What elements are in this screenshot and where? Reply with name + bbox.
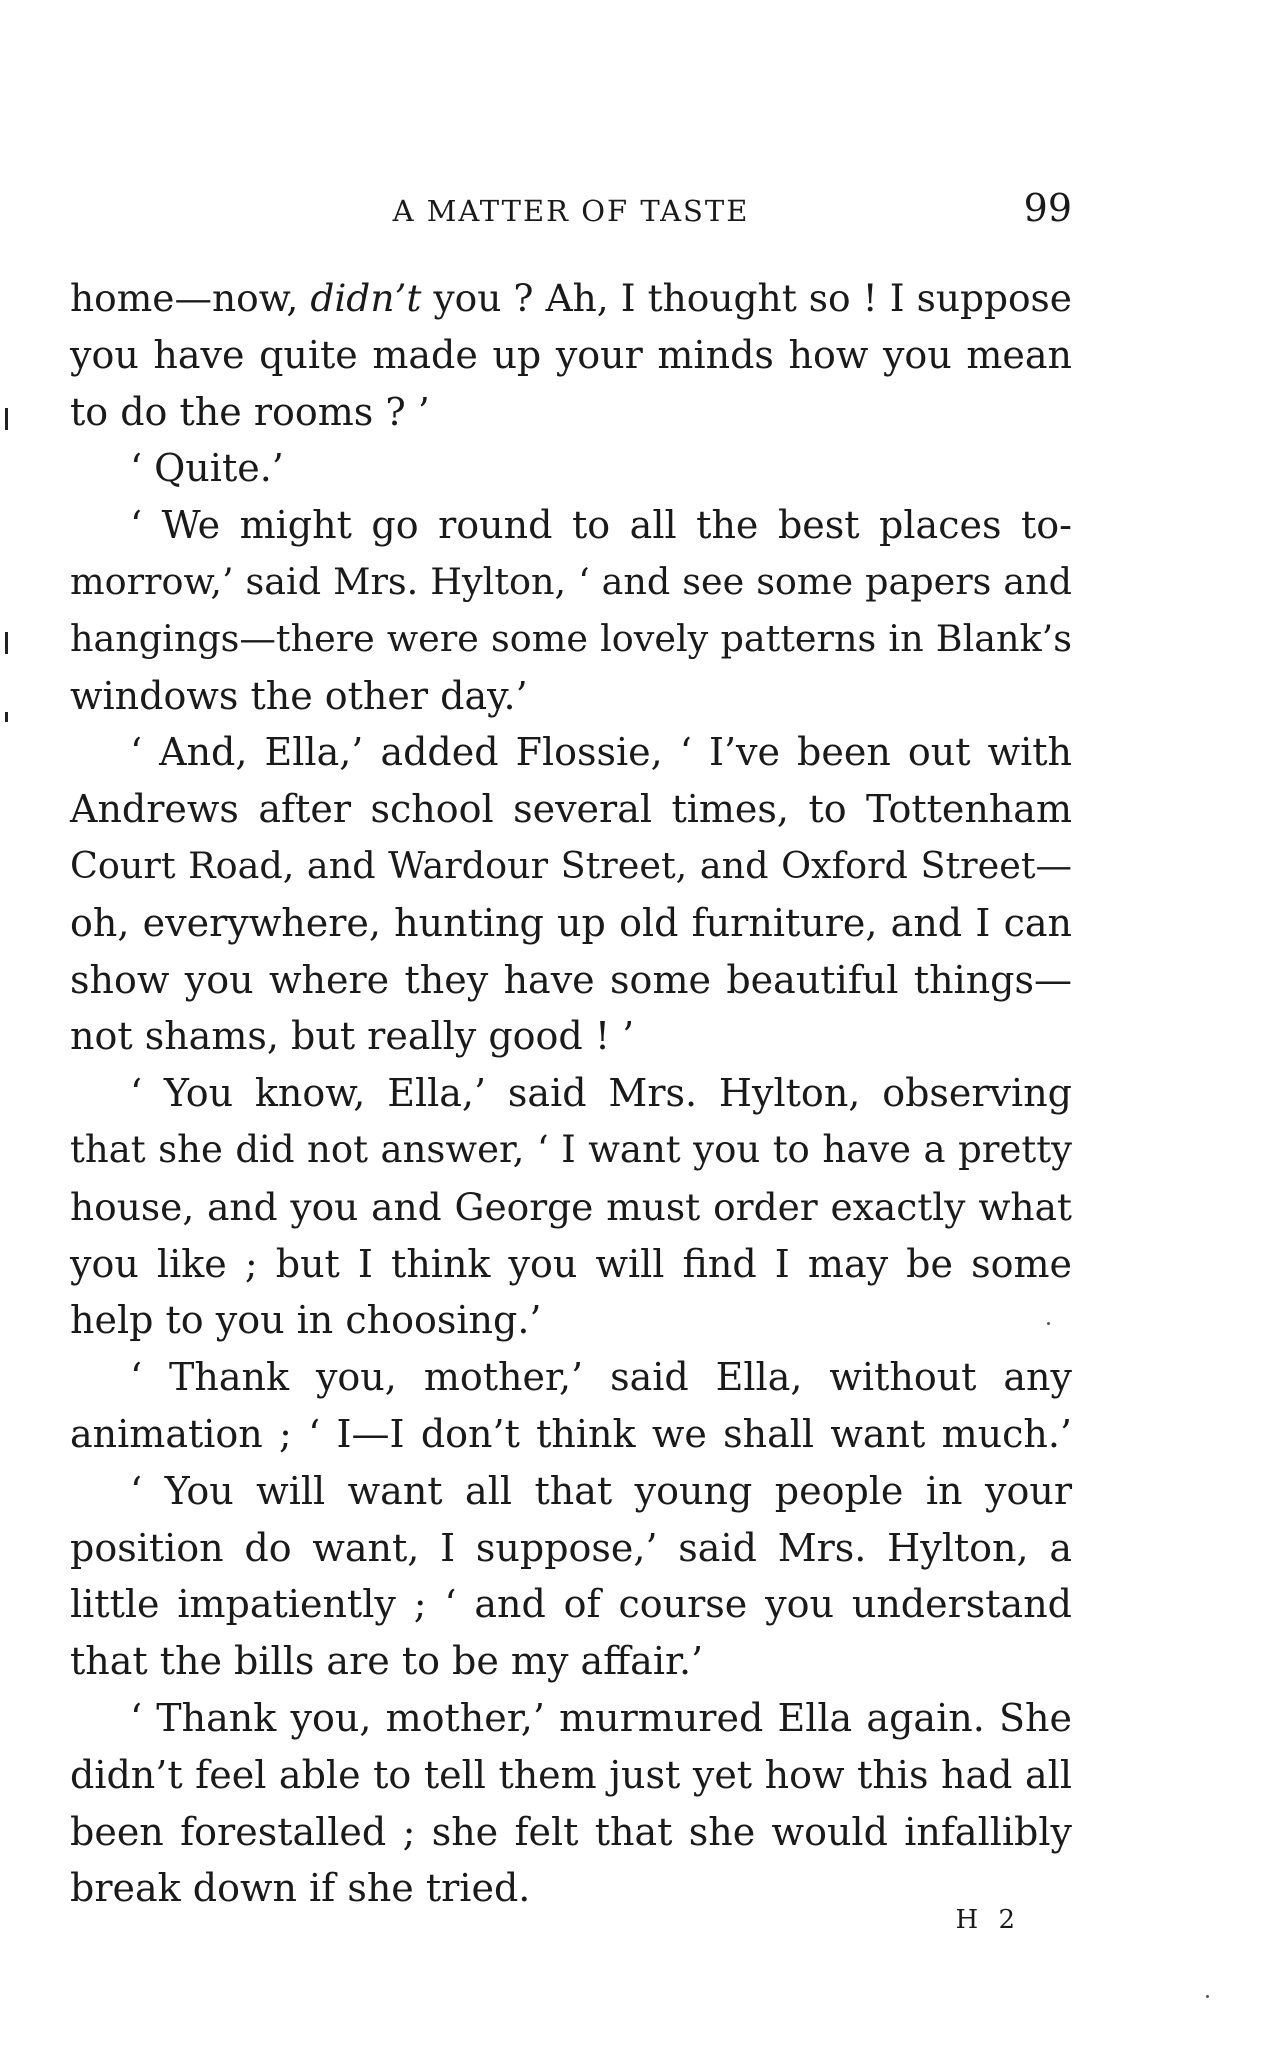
text-line: you have quite made up your minds how you mean (70, 332, 1072, 377)
text-line: you like ; but I think you will find I may be some (70, 1241, 1072, 1286)
text-line: hangings—there were some lovely patterns in Blank’s (70, 616, 1072, 660)
text-line: to do the rooms ? ’ (70, 389, 430, 434)
scan-margin-mark (5, 712, 8, 722)
scan-speck (1047, 1322, 1050, 1325)
text-line: Court Road, and Wardour Street, and Oxford Street— (70, 843, 1072, 887)
scan-margin-mark (5, 408, 8, 430)
paragraph-start: ‘ Thank you, mother,’ murmured Ella again. She (130, 1695, 1072, 1740)
running-head (70, 186, 1072, 236)
text-line: not shams, but really good ! ’ (70, 1014, 635, 1059)
text-run: home—now, (70, 276, 311, 320)
paragraph-start: ‘ And, Ella,’ added Flossie, ‘ I’ve been out with (130, 730, 1072, 775)
text-run: you ? Ah, I thought so ! I suppose (421, 276, 1072, 320)
paragraph-start: ‘ Quite.’ (130, 446, 284, 491)
paragraph-start: ‘ You know, Ella,’ said Mrs. Hylton, observing (130, 1071, 1072, 1116)
paragraph-start: ‘ We might go round to all the best places to- (130, 503, 1072, 548)
body-text (70, 270, 1072, 1917)
text-line: morrow,’ said Mrs. Hylton, ‘ and see some papers and (70, 559, 1072, 603)
running-title: A MATTER OF TASTE (392, 194, 750, 228)
text-line: that she did not answer, ‘ I want you to have a pretty (70, 1127, 1072, 1171)
text-line: windows the other day.’ (70, 673, 528, 718)
text-line: animation ; ‘ I—I don’t think we shall want much.’ (70, 1411, 1072, 1456)
text-line: didn’t feel able to tell them just yet how this had all (70, 1752, 1072, 1797)
scan-speck (1206, 1995, 1209, 1998)
text-line: break down if she tried. (70, 1866, 531, 1911)
text-line (70, 270, 1072, 327)
text-line: position do want, I suppose,’ said Mrs. Hylton, a (70, 1525, 1072, 1570)
text-line: oh, everywhere, hunting up old furniture, and I can (70, 900, 1072, 945)
paragraph-start: ‘ You will want all that young people in your (130, 1468, 1072, 1513)
paragraph-start: ‘ Thank you, mother,’ said Ella, without any (130, 1355, 1072, 1400)
text-line: little impatiently ; ‘ and of course you understand (70, 1582, 1072, 1627)
signature-mark: H 2 (955, 1905, 1021, 1935)
text-line: that the bills are to be my affair.’ (70, 1639, 704, 1684)
text-line: house, and you and George must order exactly what (70, 1184, 1072, 1229)
text-line: Andrews after school several times, to Tottenham (70, 787, 1072, 832)
text-line: help to you in choosing.’ (70, 1298, 542, 1343)
italic-word: didn’t (310, 276, 422, 320)
text-line: been forestalled ; she felt that she would infallibly (70, 1809, 1072, 1854)
scan-margin-mark (5, 632, 8, 654)
page-number: 99 (1023, 186, 1072, 230)
text-line: show you where they have some beautiful things— (70, 957, 1072, 1002)
